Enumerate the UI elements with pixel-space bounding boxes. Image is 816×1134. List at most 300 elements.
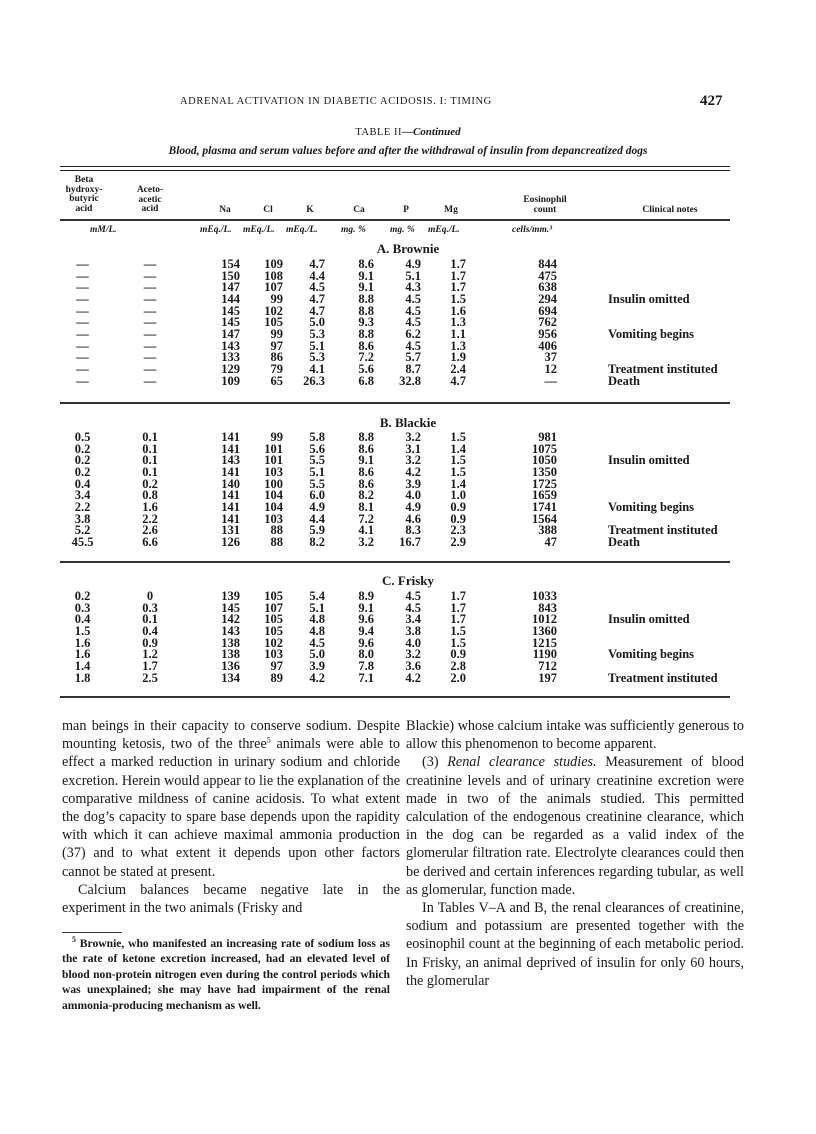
cell-ca: 8.2: [358, 488, 374, 503]
cell-clinical-note: Treatment instituted: [608, 361, 718, 376]
cell-na: 109: [221, 373, 240, 388]
cell-k: 5.0: [309, 315, 325, 330]
cell-cl: 89: [270, 670, 283, 685]
header-k: K: [306, 205, 314, 215]
cell-cl: 105: [264, 589, 283, 603]
table-row: [0, 534, 816, 549]
cell-clinical-note: Vomiting begins: [608, 499, 695, 514]
table-caption: [0, 126, 816, 138]
cell-clinical-note: Insulin omitted: [608, 291, 690, 306]
cell-mg: 1.5: [450, 464, 466, 479]
header-line: Aceto-: [136, 185, 164, 195]
cell-k: 4.7: [309, 303, 325, 318]
header-p: P: [403, 205, 409, 215]
cell-p: 3.1: [405, 441, 421, 456]
cell-mg: 4.7: [450, 373, 466, 388]
cell-cl: 107: [264, 280, 283, 295]
body-left-column: [62, 717, 400, 917]
cell-ca: 9.4: [358, 623, 374, 638]
cell-na: 134: [221, 670, 240, 685]
cell-eosinophil: 1725: [532, 476, 557, 491]
cell-ca: 8.6: [358, 338, 374, 353]
cell-mg: 2.9: [450, 534, 466, 549]
cell-na: 129: [221, 361, 240, 376]
cell-clinical-note: Vomiting begins: [608, 326, 695, 341]
cell-beta-hydroxybutyric: —: [76, 291, 89, 306]
section-title-frisky: C. Frisky: [382, 573, 434, 588]
cell-beta-hydroxybutyric: —: [76, 350, 89, 365]
cell-eosinophil: 1012: [532, 612, 557, 627]
cell-acetoacetic: 2.6: [142, 523, 158, 538]
cell-p: 3.8: [405, 623, 421, 638]
cell-beta-hydroxybutyric: 0.4: [74, 476, 91, 491]
cell-ca: 8.0: [358, 647, 374, 662]
cell-eosinophil: 712: [538, 658, 557, 673]
cell-mg: 1.5: [450, 430, 466, 444]
cell-k: 5.3: [309, 326, 325, 341]
footnote-rule: [62, 932, 122, 933]
cell-beta-hydroxybutyric: —: [76, 268, 89, 283]
paragraph-text: animals were able to effect a marked reduction in urinary sodium and chloride excretion. Herein would appear to lie the explanation of the comparative mildness of canine acidosis. To what extent the dog’s capacity to spare base depends upon the rapidity with which it can achieve maximal ammonia production (37) and to what extent it depends upon other factors cannot be stated at present.: [62, 736, 401, 880]
cell-beta-hydroxybutyric: 3.8: [74, 511, 91, 526]
cell-mg: 1.6: [450, 303, 466, 318]
cell-k: 4.7: [309, 291, 325, 306]
cell-eosinophil: 638: [538, 280, 557, 295]
cell-k: 5.3: [309, 350, 325, 365]
cell-clinical-note: Insulin omitted: [608, 453, 690, 468]
header-line: hydroxy-: [65, 184, 103, 195]
cell-p: 3.2: [405, 647, 421, 662]
table-bottom-rule: [60, 696, 730, 698]
cell-clinical-note: Death: [608, 373, 640, 388]
cell-p: 8.7: [405, 361, 421, 376]
cell-ca: 4.1: [358, 523, 374, 538]
cell-p: 4.5: [405, 589, 421, 603]
header-line: acid: [141, 204, 159, 214]
cell-beta-hydroxybutyric: —: [76, 280, 89, 295]
section-rule: [60, 402, 730, 404]
cell-mg: 2.8: [450, 658, 466, 673]
cell-eosinophil: 197: [538, 670, 557, 685]
cell-acetoacetic: 0.9: [142, 635, 158, 650]
section-title-brownie: A. Brownie: [376, 241, 440, 256]
cell-mg: 1.7: [450, 612, 466, 627]
table-row: [0, 670, 816, 685]
cell-p: 3.9: [405, 476, 421, 491]
cell-mg: 0.9: [450, 499, 466, 514]
cell-acetoacetic: 0.1: [142, 612, 158, 627]
table-top-rule: [60, 166, 730, 171]
cell-k: 4.9: [309, 499, 325, 514]
cell-beta-hydroxybutyric: —: [76, 361, 89, 376]
cell-acetoacetic: 0.8: [142, 488, 158, 503]
cell-acetoacetic: —: [143, 303, 157, 318]
cell-acetoacetic: 0.1: [142, 441, 158, 456]
cell-cl: 105: [264, 612, 283, 627]
cell-ca: 7.2: [358, 511, 374, 526]
cell-beta-hydroxybutyric: 0.2: [74, 589, 91, 603]
cell-cl: 99: [270, 291, 283, 306]
cell-acetoacetic: —: [143, 338, 157, 353]
cell-ca: 7.8: [358, 658, 374, 673]
units-na: mEq./L.: [200, 225, 232, 235]
cell-na: 141: [221, 499, 240, 514]
cell-k: 5.5: [309, 453, 325, 468]
units-acids: mM/L.: [90, 225, 117, 235]
cell-na: 145: [221, 600, 240, 615]
cell-acetoacetic: 0.4: [142, 623, 158, 638]
cell-cl: 88: [270, 534, 283, 549]
footnote-marker: 5: [72, 935, 76, 945]
cell-beta-hydroxybutyric: 3.4: [74, 488, 91, 503]
cell-mg: 1.7: [450, 589, 466, 603]
footnote: [62, 936, 390, 1013]
cell-p: 3.2: [405, 430, 421, 444]
cell-na: 145: [221, 315, 240, 330]
cell-cl: 97: [270, 658, 283, 673]
cell-mg: 0.9: [450, 647, 466, 662]
cell-clinical-note: Treatment instituted: [608, 523, 718, 538]
cell-na: 144: [221, 291, 240, 306]
cell-mg: 1.9: [450, 350, 466, 365]
cell-k: 5.1: [309, 338, 325, 353]
cell-p: 5.1: [405, 268, 421, 283]
cell-beta-hydroxybutyric: —: [76, 303, 89, 318]
cell-acetoacetic: 6.6: [142, 534, 158, 549]
cell-eosinophil: 1050: [532, 453, 557, 468]
cell-na: 147: [221, 326, 240, 341]
cell-eosinophil: 294: [538, 291, 557, 306]
cell-na: 143: [221, 623, 240, 638]
cell-beta-hydroxybutyric: —: [76, 373, 89, 388]
cell-acetoacetic: 0.1: [142, 430, 158, 444]
cell-cl: 105: [264, 315, 283, 330]
cell-cl: 102: [264, 635, 283, 650]
cell-eosinophil: 694: [538, 303, 557, 318]
header-line: butyric: [69, 194, 99, 204]
cell-beta-hydroxybutyric: —: [76, 315, 89, 330]
cell-eosinophil: 1741: [532, 499, 557, 514]
header-ca: Ca: [353, 205, 365, 215]
cell-beta-hydroxybutyric: —: [76, 338, 89, 353]
body-right-column: [406, 717, 744, 990]
cell-k: 5.1: [309, 464, 325, 479]
header-na: Na: [219, 205, 231, 215]
units-cl: mEq./L.: [243, 225, 275, 235]
cell-ca: 9.6: [358, 635, 374, 650]
paragraph-text: Measurement of blood creatinine levels and of urinary creatinine excretion were made in two of the animals studied. This permitted calculation of the endogenous creatinine clearance, which in the dog can be regarded as a valid index of the glomerular filtration rate. Electrolyte clearances could then be derived and certain inferences regarding tubular, as well as glomerular, function made.: [406, 754, 744, 898]
cell-cl: 100: [264, 476, 283, 491]
cell-clinical-note: Treatment instituted: [608, 670, 718, 685]
section-heading: Renal clearance studies.: [447, 754, 597, 771]
units-ca: mg. %: [341, 225, 366, 235]
cell-p: 3.6: [405, 658, 421, 673]
cell-k: 4.5: [309, 280, 325, 295]
cell-mg: 1.5: [450, 291, 466, 306]
cell-eosinophil: 1190: [532, 647, 557, 662]
cell-cl: 103: [264, 647, 283, 662]
cell-cl: 109: [264, 257, 283, 271]
cell-ca: 8.6: [358, 257, 374, 271]
cell-eosinophil: 388: [538, 523, 557, 538]
cell-mg: 1.5: [450, 623, 466, 638]
cell-na: 136: [221, 658, 240, 673]
page-number: 427: [700, 93, 723, 109]
cell-beta-hydroxybutyric: 1.8: [74, 670, 91, 685]
cell-beta-hydroxybutyric: 45.5: [71, 534, 94, 549]
cell-mg: 1.1: [450, 326, 466, 341]
cell-p: 32.8: [399, 373, 421, 388]
cell-eosinophil: 1350: [532, 464, 557, 479]
cell-na: 141: [221, 488, 240, 503]
paragraph: [406, 753, 744, 899]
cell-k: 4.1: [309, 361, 325, 376]
cell-mg: 2.4: [450, 361, 466, 376]
cell-beta-hydroxybutyric: 1.6: [74, 635, 91, 650]
cell-beta-hydroxybutyric: 0.4: [74, 612, 91, 627]
cell-p: 4.5: [405, 315, 421, 330]
cell-na: 150: [221, 268, 240, 283]
cell-ca: 9.6: [358, 612, 374, 627]
cell-acetoacetic: 1.7: [142, 658, 158, 673]
header-line: Eosinophil: [523, 195, 567, 205]
cell-ca: 8.8: [358, 430, 374, 444]
cell-ca: 9.3: [358, 315, 374, 330]
footnote-text: Brownie, who manifested an increasing rate of sodium loss as the rate of ketone excretion increased, had an elevated level of blood non-protein nitrogen even during the control periods which was unexplained; she may have had impairment of the renal ammonia-producing mechanism as well.: [62, 937, 390, 1012]
cell-acetoacetic: 1.2: [142, 647, 158, 662]
cell-beta-hydroxybutyric: 5.2: [74, 523, 91, 538]
table-subtitle: Blood, plasma and serum values before and after the withdrawal of insulin from depancreatized dogs: [168, 145, 648, 157]
paragraph: Calcium balances became negative late in the experiment in the two animals (Frisky and: [62, 881, 400, 917]
cell-acetoacetic: —: [143, 268, 157, 283]
cell-p: 4.5: [405, 600, 421, 615]
cell-ca: 8.9: [358, 589, 374, 603]
cell-eosinophil: 406: [538, 338, 557, 353]
cell-eosinophil: 12: [544, 361, 557, 376]
cell-cl: 104: [264, 499, 283, 514]
header-line: acetic: [138, 194, 162, 205]
cell-eosinophil: 1360: [532, 623, 557, 638]
cell-na: 143: [221, 453, 240, 468]
cell-eosinophil: 1659: [532, 488, 557, 503]
table-label: TABLE II: [355, 127, 402, 138]
cell-eosinophil: 1033: [532, 589, 557, 603]
cell-na: 138: [221, 635, 240, 650]
cell-ca: 9.1: [358, 268, 374, 283]
cell-p: 16.7: [399, 534, 421, 549]
cell-mg: 1.5: [450, 635, 466, 650]
header-mg: Mg: [444, 205, 458, 215]
cell-eosinophil: 956: [538, 326, 557, 341]
cell-p: 4.3: [405, 280, 421, 295]
cell-acetoacetic: 0.1: [142, 453, 158, 468]
header-line: Beta: [74, 175, 94, 185]
header-cl: Cl: [263, 205, 273, 215]
cell-acetoacetic: 0: [146, 589, 154, 603]
units-eos: cells/mm.³: [512, 225, 553, 235]
cell-acetoacetic: —: [143, 350, 157, 365]
cell-mg: 0.9: [450, 511, 466, 526]
cell-p: 3.4: [405, 612, 421, 627]
cell-beta-hydroxybutyric: 2.2: [74, 499, 91, 514]
cell-na: 147: [221, 280, 240, 295]
cell-eosinophil: 844: [538, 257, 557, 271]
running-head: [0, 93, 816, 114]
cell-clinical-note: Vomiting begins: [608, 647, 695, 662]
cell-mg: 1.4: [450, 441, 466, 456]
cell-k: 5.0: [309, 647, 325, 662]
header-line: acid: [75, 203, 93, 214]
cell-cl: 101: [264, 441, 283, 456]
cell-ca: 8.6: [358, 441, 374, 456]
cell-na: 139: [221, 589, 240, 603]
section-rule: [60, 561, 730, 563]
cell-ca: 9.1: [358, 453, 374, 468]
cell-p: 5.7: [405, 350, 421, 365]
cell-acetoacetic: —: [143, 326, 157, 341]
cell-eosinophil: 1215: [532, 635, 557, 650]
cell-mg: 2.3: [450, 523, 466, 538]
cell-beta-hydroxybutyric: 0.5: [74, 430, 91, 444]
cell-ca: 8.1: [358, 499, 374, 514]
cell-mg: 1.7: [450, 268, 466, 283]
cell-k: 5.5: [309, 476, 325, 491]
cell-ca: 9.1: [358, 600, 374, 615]
cell-k: 26.3: [303, 373, 325, 388]
units-mg: mEq./L.: [428, 225, 460, 235]
cell-k: 4.8: [309, 623, 325, 638]
cell-ca: 8.8: [358, 303, 374, 318]
cell-beta-hydroxybutyric: 1.6: [74, 647, 91, 662]
cell-k: 4.7: [309, 257, 325, 271]
cell-eosinophil: 762: [538, 315, 557, 330]
cell-p: 4.5: [405, 303, 421, 318]
cell-k: 5.9: [309, 523, 325, 538]
cell-acetoacetic: —: [143, 373, 157, 388]
units-p: mg. %: [390, 225, 415, 235]
cell-mg: 1.4: [450, 476, 466, 491]
cell-mg: 1.7: [450, 257, 466, 271]
cell-cl: 99: [270, 430, 283, 444]
cell-p: 4.5: [405, 338, 421, 353]
cell-p: 4.2: [405, 670, 421, 685]
cell-mg: 1.7: [450, 600, 466, 615]
cell-acetoacetic: —: [143, 257, 157, 271]
units-k: mEq./L.: [286, 225, 318, 235]
header-clinical-notes: Clinical notes: [642, 205, 698, 215]
cell-na: 154: [221, 257, 240, 271]
cell-acetoacetic: 2.5: [142, 670, 158, 685]
cell-acetoacetic: 0.3: [142, 600, 158, 615]
cell-ca: 8.6: [358, 464, 374, 479]
cell-cl: 103: [264, 511, 283, 526]
cell-eosinophil: 37: [544, 350, 557, 365]
cell-cl: 99: [270, 326, 283, 341]
cell-cl: 104: [264, 488, 283, 503]
cell-na: 142: [221, 612, 240, 627]
cell-acetoacetic: 0.1: [142, 464, 158, 479]
cell-p: 3.2: [405, 453, 421, 468]
cell-na: 131: [221, 523, 240, 538]
cell-cl: 103: [264, 464, 283, 479]
cell-p: 4.0: [405, 635, 421, 650]
cell-eosinophil: 475: [538, 268, 557, 283]
cell-cl: 88: [270, 523, 283, 538]
cell-k: 4.5: [309, 635, 325, 650]
cell-acetoacetic: —: [143, 361, 157, 376]
cell-beta-hydroxybutyric: 0.2: [74, 453, 91, 468]
cell-na: 143: [221, 338, 240, 353]
cell-k: 4.2: [309, 670, 325, 685]
cell-eosinophil: 47: [544, 534, 557, 549]
table-continued: —Continued: [401, 126, 461, 138]
cell-k: 3.9: [309, 658, 325, 673]
header-beta-hydroxybutyric: [58, 176, 110, 214]
cell-beta-hydroxybutyric: 0.2: [74, 441, 91, 456]
cell-beta-hydroxybutyric: —: [76, 257, 89, 271]
cell-ca: 7.1: [358, 670, 374, 685]
cell-na: 141: [221, 441, 240, 456]
header-acetoacetic: [120, 186, 180, 215]
cell-acetoacetic: 0.2: [142, 476, 158, 491]
cell-acetoacetic: —: [143, 280, 157, 295]
cell-eosinophil: 1564: [532, 511, 557, 526]
cell-acetoacetic: —: [143, 315, 157, 330]
cell-cl: 65: [270, 373, 283, 388]
section-number: (3): [422, 754, 448, 771]
cell-mg: 1.0: [450, 488, 466, 503]
cell-k: 4.4: [309, 268, 325, 283]
cell-ca: 7.2: [358, 350, 374, 365]
cell-cl: 86: [270, 350, 283, 365]
cell-beta-hydroxybutyric: 1.5: [74, 623, 91, 638]
cell-na: 133: [221, 350, 240, 365]
cell-eosinophil: 1075: [532, 441, 557, 456]
cell-ca: 8.8: [358, 326, 374, 341]
cell-ca: 8.6: [358, 476, 374, 491]
cell-ca: 5.6: [358, 361, 374, 376]
cell-ca: 6.8: [358, 373, 374, 388]
cell-p: 4.6: [405, 511, 421, 526]
cell-mg: 2.0: [450, 670, 466, 685]
paragraph: In Tables V–A and B, the renal clearances of creatinine, sodium and potassium are presented together with the eosinophil count at the beginning of each metabolic period. In Frisky, an animal deprived of insulin for only 60 hours, the glomerular: [406, 900, 744, 989]
paragraph: Blackie) whose calcium intake was sufficiently generous to allow this phenomenon to become apparent.: [406, 718, 744, 753]
header-rule: [60, 219, 730, 221]
cell-k: 5.1: [309, 600, 325, 615]
cell-na: 141: [221, 511, 240, 526]
cell-clinical-note: Insulin omitted: [608, 612, 690, 627]
cell-k: 6.0: [309, 488, 325, 503]
cell-eosinophil: 981: [538, 430, 557, 444]
cell-k: 8.2: [309, 534, 325, 549]
header-eosinophil: [510, 196, 580, 215]
cell-ca: 3.2: [358, 534, 374, 549]
cell-p: 4.9: [405, 257, 421, 271]
paragraph: [62, 717, 400, 881]
cell-acetoacetic: 1.6: [142, 499, 158, 514]
cell-mg: 1.3: [450, 338, 466, 353]
cell-cl: 102: [264, 303, 283, 318]
cell-beta-hydroxybutyric: —: [76, 326, 89, 341]
cell-cl: 108: [264, 268, 283, 283]
cell-cl: 79: [270, 361, 283, 376]
table-row: [0, 373, 816, 388]
cell-k: 4.4: [309, 511, 325, 526]
cell-eosinophil: 843: [538, 600, 557, 615]
cell-ca: 8.8: [358, 291, 374, 306]
paragraph-text: man beings in their capacity to conserve sodium. Despite mounting ketosis, two of the three: [62, 718, 400, 753]
cell-na: 140: [221, 476, 240, 491]
